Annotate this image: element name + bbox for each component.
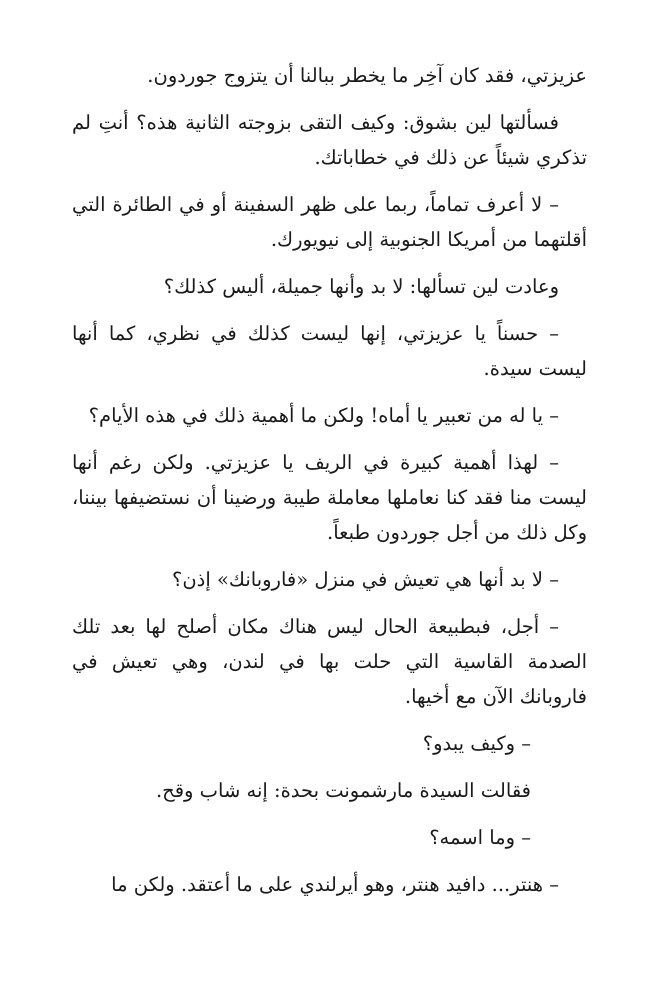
paragraph-5: – حسناً يا عزيزتي، إنها ليست كذلك في نظري، كما أنها ليست سيدة. [72,322,587,380]
paragraph-12: – وما اسمه؟ [429,826,531,849]
paragraph-7: – لهذا أهمية كبيرة في الريف يا عزيزتي. ولكن رغم أنها ليست منا فقد كنا نعاملها معاملة طيبة ورضينا أن نستضيفها بيننا، وكل ذلك من أجل جوردون طبعاً. [72,451,587,544]
paragraph-1: عزيزتي، فقد كان آخِر ما يخطر ببالنا أن يتزوج جوردون. [147,64,587,87]
paragraph-11: فقالت السيدة مارشمونت بحدة: إنه شاب وقح. [155,779,531,802]
paragraph-10: – وكيف يبدو؟ [422,732,531,755]
page-text-body [72,58,587,914]
paragraph-3: – لا أعرف تماماً، ربما على ظهر السفينة أو في الطائرة التي أقلتهما من أمريكا الجنوبية إلى نيويورك. [72,193,587,251]
paragraph-9: – أجل، فبطبيعة الحال ليس هناك مكان أصلح لها بعد تلك الصدمة القاسية التي حلت بها في لندن، وهي تعيش في فاروبانك الآن مع أخيها. [72,615,587,708]
paragraph-8: – لا بد أنها هي تعيش في منزل «فاروبانك» إذن؟ [171,568,559,591]
paragraph-2: فسألتها لين بشوق: وكيف التقى بزوجته الثانية هذه؟ أنتِ لم تذكري شيئاً عن ذلك في خطاباتك. [72,111,587,169]
paragraph-13: – هنتر... دافيد هنتر، وهو أيرلندي على ما أعتقد. ولكن ما [111,873,559,896]
paragraph-4: وعادت لين تسألها: لا بد وأنها جميلة، أليس كذلك؟ [163,275,559,298]
paragraph-6: – يا له من تعبير يا أماه! ولكن ما أهمية ذلك في هذه الأيام؟ [88,404,559,427]
